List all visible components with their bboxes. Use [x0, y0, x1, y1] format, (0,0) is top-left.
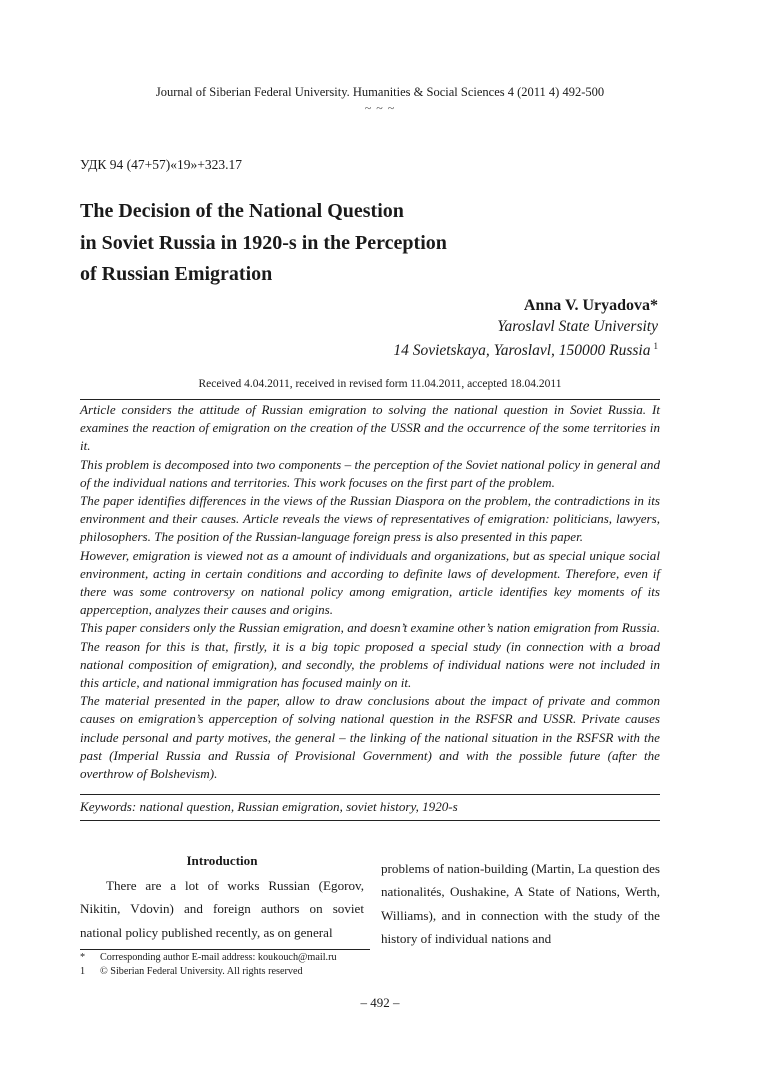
- footnote: [80, 965, 337, 979]
- header-ornament: ~ ~ ~: [364, 101, 396, 115]
- abstract-paragraph: This problem is decomposed into two components – the perception of the Soviet national policy in general and of the individual nations and territories. This work focuses on the first part of the problem.: [80, 456, 660, 490]
- author-name: Anna V. Uryadova*: [523, 297, 658, 314]
- left-column: [80, 851, 364, 944]
- footnotes: [80, 951, 337, 979]
- title-line: in Soviet Russia in 1920-s in the Perception: [80, 231, 447, 254]
- body-paragraph: There are a lot of works Russian (Egorov, Nikitin, Vdovin) and foreign authors on soviet national policy published recently, as on general: [80, 878, 364, 940]
- received-dates: Received 4.04.2011, received in revised form 11.04.2011, accepted 18.04.2011: [198, 378, 562, 390]
- udk-code: УДК 94 (47+57)«19»+323.17: [80, 157, 242, 172]
- abstract-paragraph: The material presented in the paper, allow to draw conclusions about the impact of private and common causes on emigration’s apperception of solving national question in the RSFSR and USSR. Private causes include personal and party motives, the general – the linking of the national situation in the RSFSR with the past (Imperial Russia and Russia of Provisional Government) and with the possible future (after the overthrow of Bolshevism).: [80, 693, 660, 782]
- author-affiliation: Yaroslavl State University: [497, 318, 658, 335]
- keywords: Keywords: national question, Russian emigration, soviet history, 1920-s: [80, 799, 458, 814]
- right-column: [381, 857, 660, 950]
- page-number: – 492 –: [360, 995, 400, 1010]
- keywords-rule: [80, 820, 660, 821]
- footnote-mark: 1: [80, 966, 86, 977]
- title-line: of Russian Emigration: [80, 263, 273, 285]
- title-line: The Decision of the National Question: [80, 200, 404, 222]
- abstract-paragraph: The paper identifies differences in the views of the Russian Diaspora on the problem, the contradictions in its environment and their causes. Article reveals the views of representatives of emigration: politicians, lawyers, philosophers. The position of the Russian-language foreign press is also presented in this paper.: [80, 493, 660, 545]
- article-title: [80, 196, 540, 291]
- footnote: [80, 951, 337, 965]
- address-text: 14 Sovietskaya, Yaroslavl, 150000 Russia: [393, 342, 651, 360]
- abstract-paragraph: However, emigration is viewed not as a amount of individuals and organizations, but as special unique social environment, acting in certain conditions and according to definite laws of development. Therefore, even if there was some controversy on national policy among emigration, article identifies key moments of its apperception, analyzes their causes and origins.: [80, 547, 660, 618]
- footnote-text: © Siberian Federal University. All rights reserved: [100, 966, 303, 977]
- abstract-bottom-rule: [80, 794, 660, 795]
- journal-header: Journal of Siberian Federal University. Humanities & Social Sciences 4 (2011 4) 492-500: [155, 85, 605, 99]
- abstract: [80, 401, 660, 783]
- section-heading: Introduction: [186, 853, 258, 868]
- author-address: [393, 341, 658, 360]
- abstract-paragraph: This paper considers only the Russian emigration, and doesn’t examine other’s nation emigration from Russia. The reason for this is that, firstly, it is a big topic proposed a special study (in connection with a broad national composition of emigration), and secondly, the problems of individual nations were not included in this article, and national immigration has focused mainly on it.: [80, 620, 660, 691]
- body-paragraph: problems of nation-building (Martin, La question des nationalités, Oushakine, A State of Nations, Werth, Williams), and in connection with the study of the history of individual nations and: [381, 861, 660, 946]
- footnote-rule: [80, 949, 370, 950]
- address-footnote-mark: 1: [653, 341, 658, 351]
- footnote-text: Corresponding author E-mail address: koukouch@mail.ru: [100, 952, 337, 963]
- abstract-top-rule: [80, 399, 660, 400]
- footnote-mark: *: [80, 952, 86, 963]
- abstract-paragraph: Article considers the attitude of Russian emigration to solving the national question in Soviet Russia. It examines the reaction of emigration on the creation of the USSR and the occurrence of the some territories in it.: [80, 402, 660, 454]
